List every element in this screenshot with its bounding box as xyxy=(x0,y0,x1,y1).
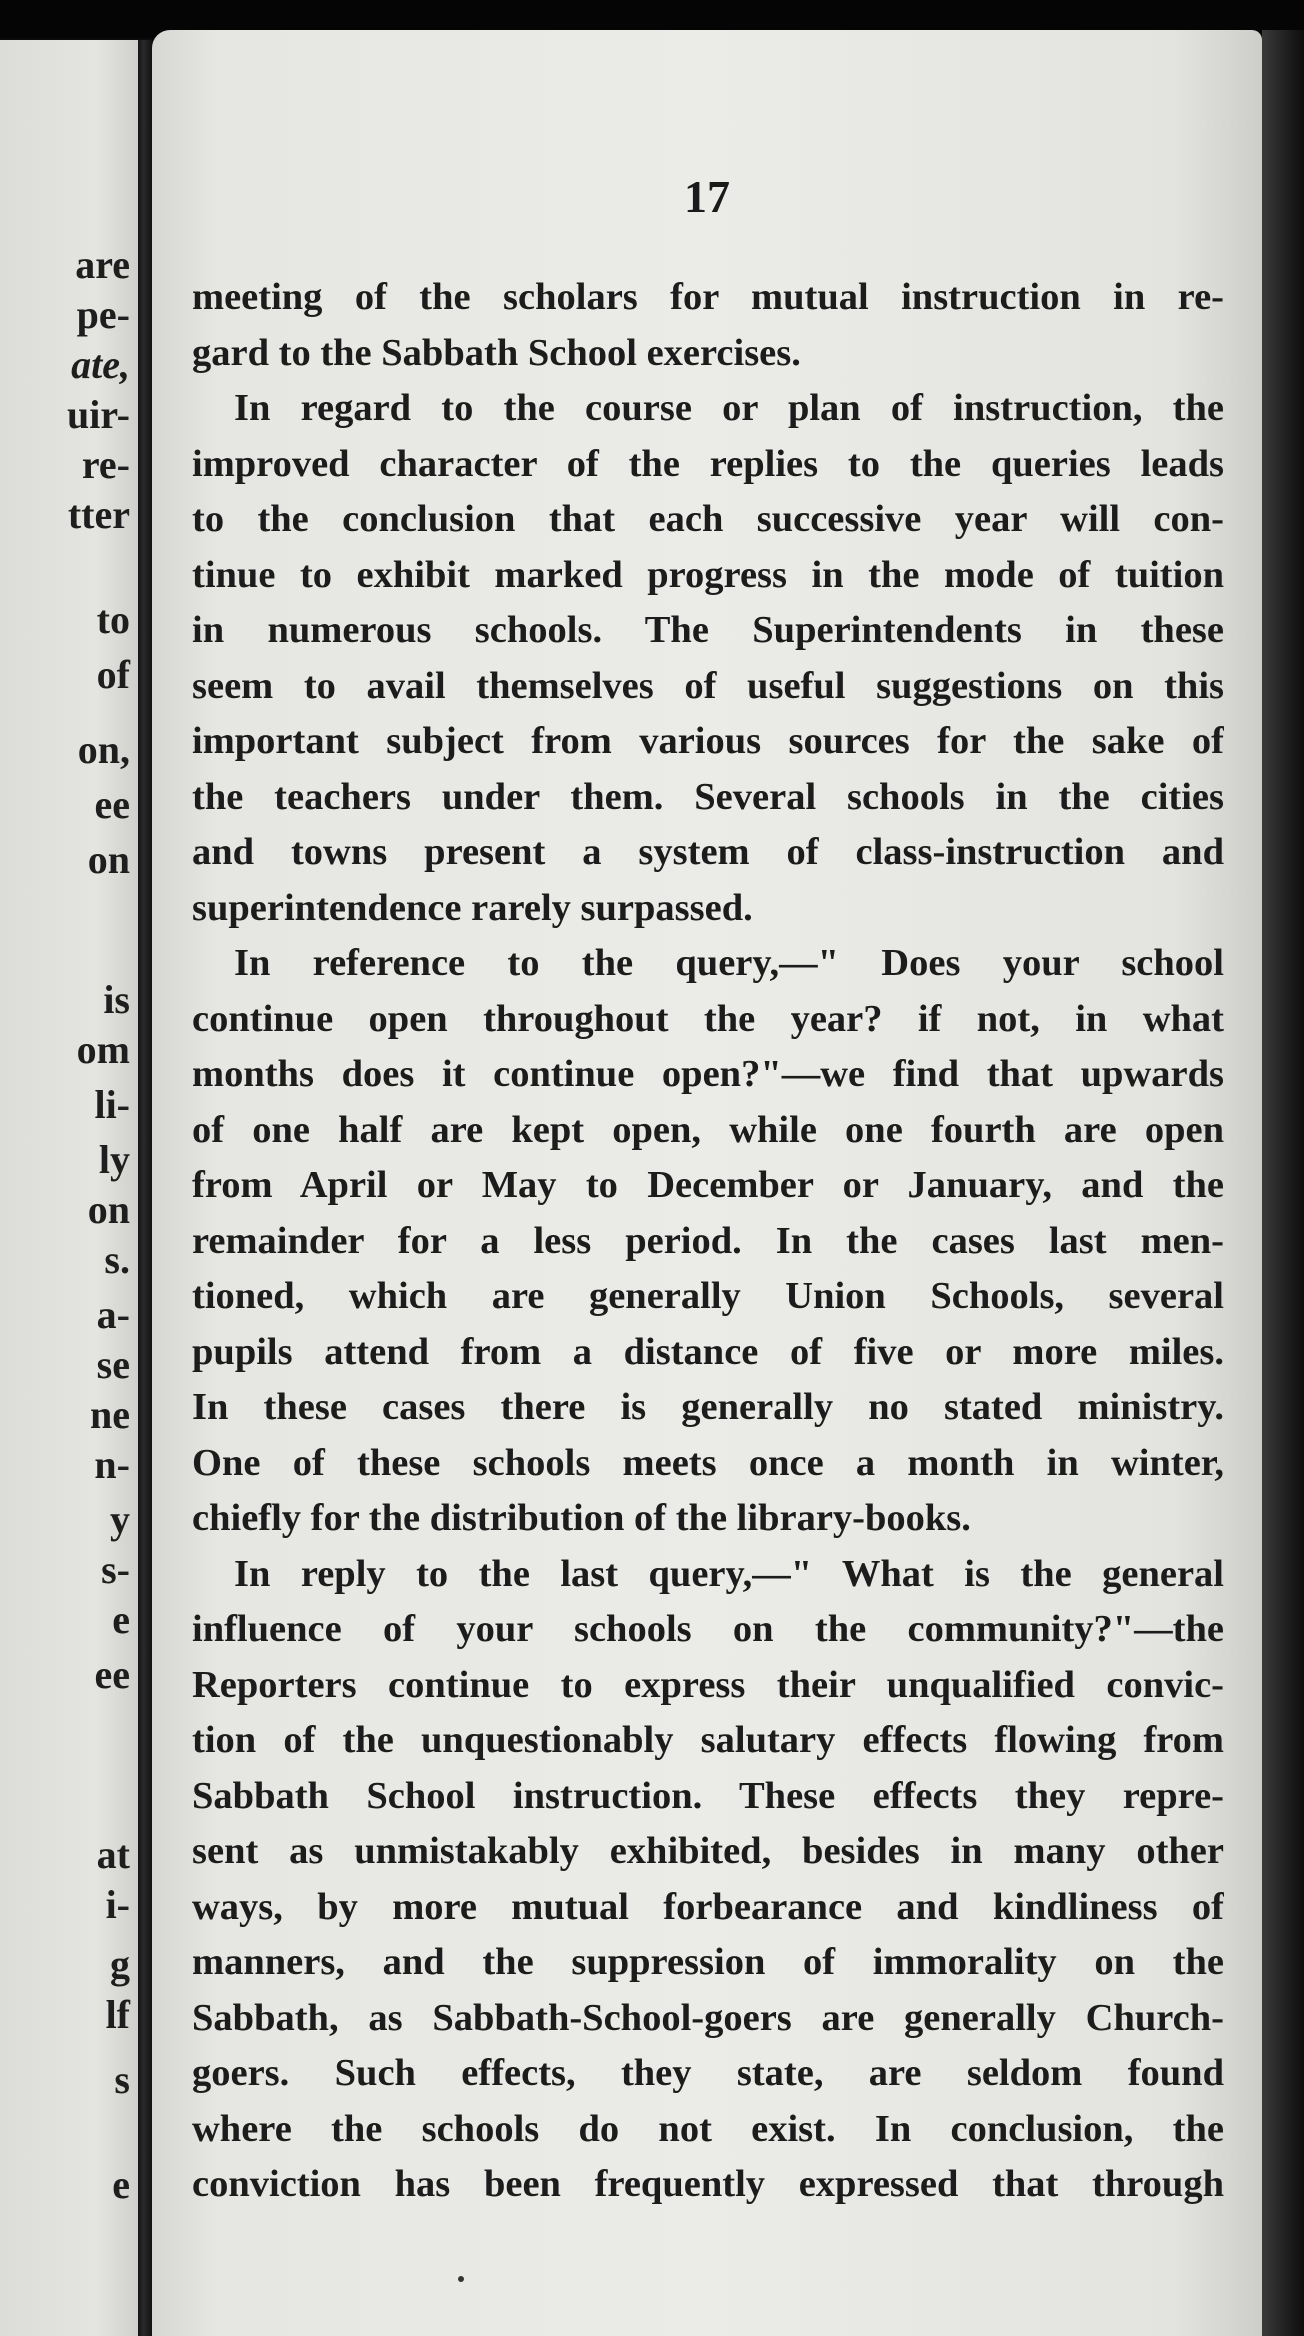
text-line: the teachers under them. Several schools in the cities xyxy=(192,775,1224,818)
left-fragment: to xyxy=(96,597,130,642)
left-fragment: ne xyxy=(90,1392,130,1437)
text-line: In reference to the query,—" Does your school xyxy=(234,942,1224,984)
text-line: goers. Such effects, they state, are seldom found xyxy=(192,2052,1224,2094)
left-fragment: on, xyxy=(77,727,130,772)
text-line: pupils attend from a distance of five or more miles. xyxy=(192,1330,1224,1373)
text-line: conviction has been frequently expressed that through xyxy=(192,2163,1224,2205)
text-line: Sabbath, as Sabbath-School-goers are generally Church- xyxy=(192,1996,1224,2039)
left-fragment: are xyxy=(75,242,130,287)
text-line: continue open throughout the year? if not, in what xyxy=(192,997,1224,1040)
text-line: seem to avail themselves of useful suggestions on this xyxy=(192,664,1224,707)
left-fragment: of xyxy=(96,652,130,697)
text-line: remainder for a less period. In the cases last men- xyxy=(192,1219,1224,1262)
text-line: gard to the Sabbath School exercises. xyxy=(192,331,801,374)
left-fragment: ate, xyxy=(71,342,130,387)
text-line: sent as unmistakably exhibited, besides in many other xyxy=(192,1830,1224,1872)
text-line: where the schools do not exist. In conclusion, the xyxy=(192,2107,1224,2150)
left-fragment: li- xyxy=(94,1082,130,1127)
left-fragment: e xyxy=(112,2162,130,2207)
page-number: 17 xyxy=(684,171,730,222)
left-fragment: re- xyxy=(81,442,130,487)
left-fragment: i- xyxy=(105,1882,130,1927)
text-line: months does it continue open?"—we find that upwards xyxy=(192,1053,1224,1095)
left-fragment: on xyxy=(87,1187,130,1232)
left-fragment: s xyxy=(114,2057,130,2102)
page-speck xyxy=(458,2276,464,2282)
text-line: superintendence rarely surpassed. xyxy=(192,886,753,929)
book-gutter xyxy=(138,40,152,2336)
page-edge-shadow xyxy=(1262,30,1304,2336)
left-fragment: g xyxy=(110,1942,130,1987)
left-fragment: s- xyxy=(101,1547,130,1592)
left-page-fragment xyxy=(0,40,138,2336)
left-fragment: y xyxy=(110,1497,130,1542)
body-text xyxy=(192,270,1224,2213)
book-page xyxy=(152,30,1262,2336)
left-fragment: ee xyxy=(94,1652,130,1697)
text-line: of one half are kept open, while one fourth are open xyxy=(192,1108,1224,1151)
text-line: manners, and the suppression of immorality on the xyxy=(192,1941,1224,1983)
left-fragment: s. xyxy=(104,1237,130,1282)
text-line: improved character of the replies to the queries leads xyxy=(192,442,1224,485)
text-line: in numerous schools. The Superintendents in these xyxy=(192,609,1224,651)
text-line: and towns present a system of class-instruction and xyxy=(192,831,1224,873)
text-line: In regard to the course or plan of instruction, the xyxy=(234,387,1224,429)
text-line: Reporters continue to express their unqualified convic- xyxy=(192,1663,1224,1706)
text-line: In reply to the last query,—" What is the general xyxy=(234,1552,1224,1595)
left-fragment: uir- xyxy=(67,392,130,437)
left-fragment: tter xyxy=(67,492,130,537)
left-fragment: lf xyxy=(105,1992,130,2037)
left-fragment: om xyxy=(76,1027,130,1072)
text-line: to the conclusion that each successive year will con- xyxy=(192,498,1224,540)
left-fragment: on xyxy=(87,837,130,882)
text-line: chiefly for the distribution of the library-books. xyxy=(192,1497,971,1539)
left-fragment: ly xyxy=(98,1137,130,1182)
text-line: In these cases there is generally no stated ministry. xyxy=(192,1386,1224,1428)
text-line: One of these schools meets once a month in winter, xyxy=(192,1441,1224,1484)
left-fragment: at xyxy=(96,1832,130,1877)
text-line: tinue to exhibit marked progress in the mode of tuition xyxy=(192,553,1224,596)
left-fragment: a- xyxy=(96,1292,130,1337)
text-line: ways, by more mutual forbearance and kindliness of xyxy=(192,1885,1224,1928)
text-line: influence of your schools on the community?"—the xyxy=(192,1608,1224,1650)
left-fragment: pe- xyxy=(76,292,130,337)
text-line: tioned, which are generally Union Schools, several xyxy=(192,1275,1224,1317)
text-line: tion of the unquestionably salutary effects flowing from xyxy=(192,1719,1224,1761)
left-fragment: ee xyxy=(94,782,130,827)
text-line: meeting of the scholars for mutual instruction in re- xyxy=(192,276,1224,318)
text-line: important subject from various sources for the sake of xyxy=(192,720,1224,762)
left-fragment: e xyxy=(112,1597,130,1642)
left-fragment: n- xyxy=(94,1442,130,1487)
text-line: from April or May to December or January, and the xyxy=(192,1164,1224,1206)
text-line: Sabbath School instruction. These effects they repre- xyxy=(192,1774,1224,1817)
left-fragment: is xyxy=(103,977,130,1022)
left-fragment: se xyxy=(96,1342,130,1387)
